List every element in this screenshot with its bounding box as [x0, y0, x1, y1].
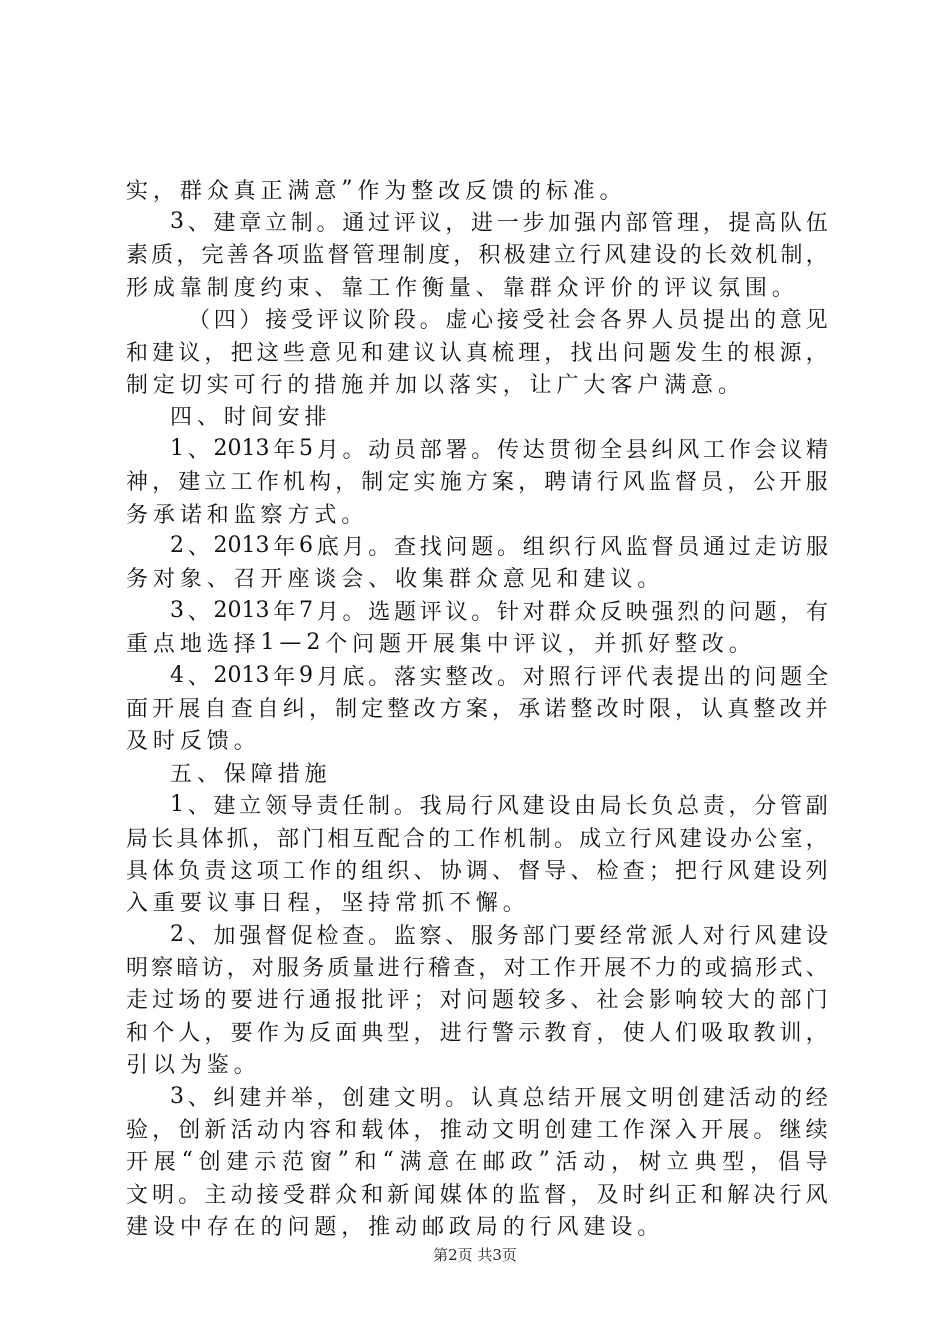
- text-line: 1 、 建 立 领 导 责 任 制 。 我 局 行 风 建 设 由 局 长 负 总 责 ， 分 管 副: [170, 792, 828, 820]
- page-footer: 第2页 共3页: [433, 1246, 517, 1264]
- text-line: 形 成 靠 制 度 约 束 、 靠 工 作 衡 量 、 靠 群 众 评 价 的 评 议 氛 围 。: [126, 275, 794, 301]
- text-line: 面 开 展 自 查 自 纠 ， 制 定 整 改 方 案 ， 承 诺 整 改 时 限 ， 认 真 整 改 并: [126, 696, 828, 722]
- text-line: 四 、 时 间 安 排: [170, 405, 327, 431]
- text-line: 4 、 2013 年 9 月 底 。 落 实 整 改 。 对 照 行 评 代 表 提 出 的 问 题 全: [170, 662, 828, 690]
- text-line: 局 长 具 体 抓 ， 部 门 相 互 配 合 的 工 作 机 制 。 成 立 行 风 建 设 办 公 室 ，: [126, 826, 828, 852]
- text-line: 3 、 建 章 立 制 。 通 过 评 议 ， 进 一 步 加 强 内 部 管 理 ， 提 高 队 伍: [170, 209, 828, 237]
- text-line: 务 对 象 、 召 开 座 谈 会 、 收 集 群 众 意 见 和 建 议 。: [126, 567, 660, 593]
- document-body: [126, 173, 828, 1242]
- text-line: 引 以 为 鉴 。: [126, 1053, 256, 1079]
- text-line: 建 设 中 存 在 的 问 题 ， 推 动 邮 政 局 的 行 风 建 设 。: [126, 1215, 660, 1241]
- text-line: 重 点 地 选 择 1 — 2 个 问 题 开 展 集 中 评 议 ， 并 抓 好 整 改 。: [126, 630, 751, 658]
- text-line: 实 ， 群 众 真 正 满 意 ” 作 为 整 改 反 馈 的 标 准 。: [126, 176, 622, 204]
- text-line: 入 重 要 议 事 日 程 ， 坚 持 常 抓 不 懈 。: [126, 891, 525, 917]
- text-line: 和 建 议 ， 把 这 些 意 见 和 建 议 认 真 梳 理 ， 找 出 问 题 发 生 的 根 源 ，: [126, 340, 828, 366]
- text-line: 2 、 加 强 督 促 检 查 。 监 察 、 服 务 部 门 要 经 常 派 人 对 行 风 建 设: [170, 921, 828, 949]
- text-line: （ 四 ） 接 受 评 议 阶 段 。 虚 心 接 受 社 会 各 界 人 员 提 出 的 意 见: [188, 308, 828, 334]
- text-line: 具 体 负 责 这 项 工 作 的 组 织 、 协 调 、 督 导 、 检 查 ； 把 行 风 建 设 列: [126, 858, 828, 884]
- text-line: 开 展 “ 创 建 示 范 窗 ” 和 “ 满 意 在 邮 政 ” 活 动 ， 树 立 典 型 ， 倡 导: [126, 1148, 828, 1176]
- text-line: 3 、 纠 建 并 举 ， 创 建 文 明 。 认 真 总 结 开 展 文 明 创 建 活 动 的 经: [170, 1083, 828, 1111]
- text-line: 验 ， 创 新 活 动 内 容 和 载 体 ， 推 动 文 明 创 建 工 作 深 入 开 展 。 继 续: [126, 1118, 828, 1144]
- text-line: 走 过 场 的 要 进 行 通 报 批 评 ； 对 问 题 较 多 、 社 会 影 响 较 大 的 部 门: [126, 988, 828, 1014]
- text-line: 3 、 2013 年 7 月 。 选 题 评 议 。 针 对 群 众 反 映 强 烈 的 问 题 ， 有: [170, 597, 828, 625]
- text-line: 神 ， 建 立 工 作 机 构 ， 制 定 实 施 方 案 ， 聘 请 行 风 监 督 员 ， 公 开 服: [126, 470, 828, 496]
- text-line: 1 、 2013 年 5 月 。 动 员 部 署 。 传 达 贯 彻 全 县 纠 风 工 作 会 议 精: [170, 435, 828, 463]
- text-line: 明 察 暗 访 ， 对 服 务 质 量 进 行 稽 查 ， 对 工 作 开 展 不 力 的 或 搞 形 式 、: [126, 956, 828, 982]
- text-line: 和 个 人 ， 要 作 为 反 面 典 型 ， 进 行 警 示 教 育 ， 使 人 们 吸 取 教 训 ，: [126, 1020, 828, 1046]
- text-line: 务 承 诺 和 监 察 方 式 。: [126, 502, 364, 528]
- text-line: 文 明 。 主 动 接 受 群 众 和 新 闻 媒 体 的 监 督 ， 及 时 纠 正 和 解 决 行 风: [126, 1182, 828, 1208]
- text-line: 2 、 2013 年 6 底 月 。 查 找 问 题 。 组 织 行 风 监 督 员 通 过 走 访 服: [170, 532, 828, 560]
- text-line: 及 时 反 馈 。: [126, 729, 256, 755]
- text-line: 素 质 ， 完 善 各 项 监 督 管 理 制 度 ， 积 极 建 立 行 风 建 设 的 长 效 机 制 ，: [126, 243, 828, 269]
- text-line: 五 、 保 障 措 施: [170, 761, 327, 787]
- text-line: 制 定 切 实 可 行 的 措 施 并 加 以 落 实 ， 让 广 大 客 户 满 意 。: [126, 373, 740, 399]
